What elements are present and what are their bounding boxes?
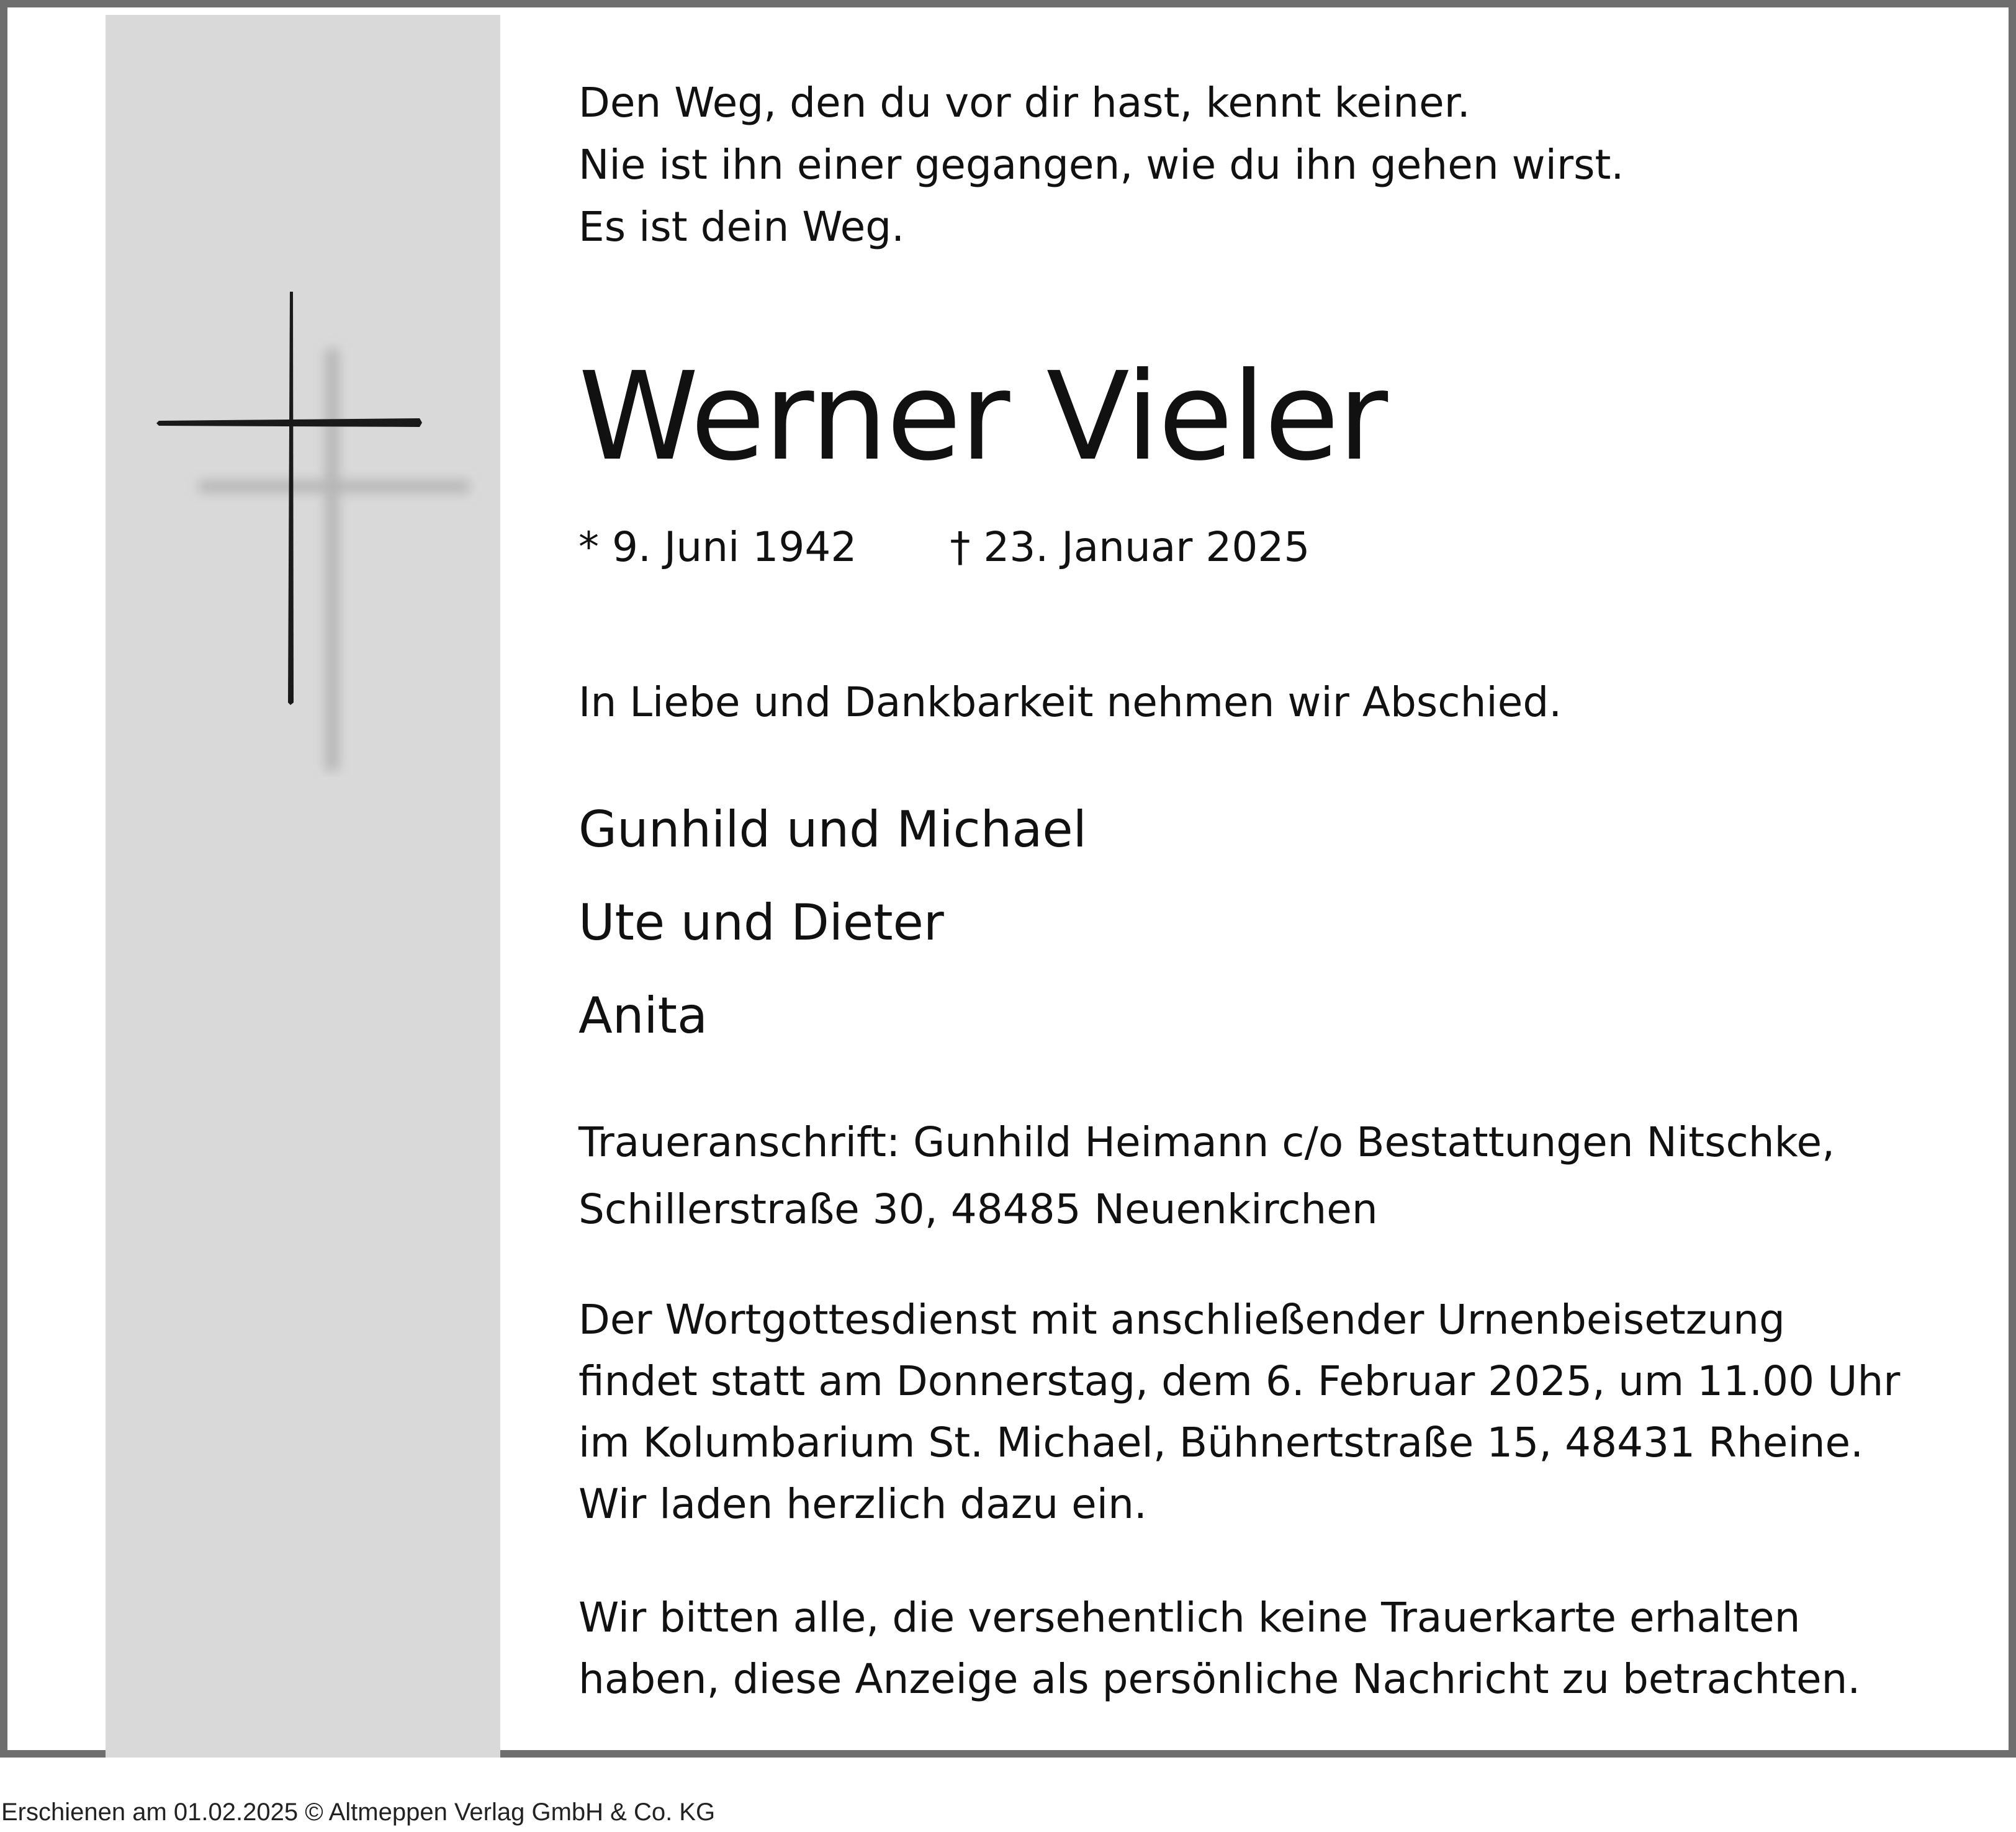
motto-line: Den Weg, den du vor dir hast, kennt keiner. <box>578 79 1470 127</box>
publication-footer: Erschienen am 01.02.2025 © Altmeppen Verlag GmbH & Co. KG <box>1 1798 716 1826</box>
mourner: Anita <box>578 987 708 1044</box>
service-line: findet statt am Donnerstag, dem 6. Februar 2025, um 11.00 Uhr <box>578 1357 1901 1405</box>
deceased-name: Werner Vieler <box>578 346 1387 488</box>
address-line: Traueranschrift: Gunhild Heimann c/o Bestattungen Nitschke, <box>578 1118 1835 1166</box>
address-line: Schillerstraße 30, 48485 Neuenkirchen <box>578 1185 1378 1233</box>
service-line: Der Wortgottesdienst mit anschließender Urnenbeisetzung <box>578 1296 1785 1344</box>
service-info <box>578 1289 1900 1535</box>
motto-line: Es ist dein Weg. <box>578 203 905 251</box>
service-line: im Kolumbarium St. Michael, Bühnertstraße 15, 48431 Rheine. <box>578 1419 1864 1466</box>
farewell-text: In Liebe und Dankbarkeit nehmen wir Abschied. <box>578 678 1562 726</box>
mourner: Ute und Dieter <box>578 894 944 951</box>
mourner: Gunhild und Michael <box>578 801 1087 858</box>
birth-date: * 9. Juni 1942 <box>578 523 857 571</box>
motto-line: Nie ist ihn einer gegangen, wie du ihn gehen wirst. <box>578 141 1624 189</box>
cross-icon <box>140 281 488 777</box>
mourning-address <box>578 1109 1835 1243</box>
death-date: † 23. Januar 2025 <box>950 523 1310 571</box>
life-dates <box>578 516 1310 578</box>
request-line: haben, diese Anzeige als persönliche Nachricht zu betrachten. <box>578 1655 1861 1703</box>
motto <box>578 72 1624 258</box>
request-line: Wir bitten alle, die versehentlich keine Trauerkarte erhalten <box>578 1594 1801 1641</box>
request-note <box>578 1587 1860 1710</box>
side-band <box>106 15 500 1758</box>
mourners-list <box>578 783 1087 1062</box>
service-line: Wir laden herzlich dazu ein. <box>578 1480 1147 1528</box>
